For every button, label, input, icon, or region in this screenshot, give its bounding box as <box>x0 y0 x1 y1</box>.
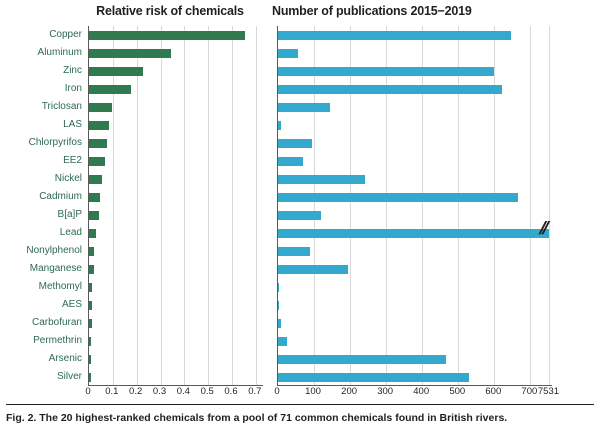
bar <box>89 337 91 346</box>
category-label: Manganese <box>29 263 82 274</box>
category-label: Carbofuran <box>31 317 82 328</box>
category-label: Arsenic <box>48 353 82 364</box>
bar <box>89 211 99 220</box>
right-chart-plot-area <box>277 26 552 386</box>
gridline <box>208 26 209 385</box>
gridline <box>314 26 315 385</box>
axis-tick-label: 0 <box>274 386 280 397</box>
right-panel-title: Number of publications 2015−2019 <box>272 4 472 18</box>
category-label: Copper <box>49 29 82 40</box>
bar <box>89 49 171 58</box>
category-label: Cadmium <box>39 191 82 202</box>
gridline <box>386 26 387 385</box>
bar <box>278 85 502 94</box>
category-label: Zinc <box>63 65 82 76</box>
axis-tick-label: 0 <box>85 386 91 397</box>
category-label: Nickel <box>54 173 82 184</box>
axis-tick-label: 300 <box>377 386 394 397</box>
bar <box>278 121 281 130</box>
left-axis-ticks <box>85 386 263 400</box>
axis-tick-label: 200 <box>341 386 358 397</box>
category-labels <box>0 26 86 386</box>
bar <box>89 139 107 148</box>
gridline <box>422 26 423 385</box>
axis-break-icon: // <box>536 218 550 238</box>
caption-divider <box>6 404 594 405</box>
axis-tick-label: 700 <box>521 386 538 397</box>
category-label: EE2 <box>63 155 82 166</box>
bar <box>89 193 100 202</box>
bar <box>89 31 245 40</box>
gridline <box>458 26 459 385</box>
category-label: LAS <box>63 119 82 130</box>
gridline <box>494 26 495 385</box>
axis-tick-label: 600 <box>485 386 502 397</box>
bar <box>278 31 511 40</box>
axis-tick-label: 0.1 <box>105 386 119 397</box>
figure-caption: Fig. 2. The 20 highest-ranked chemicals from a pool of 71 common chemicals found in British rivers. <box>6 412 508 424</box>
bar <box>89 247 94 256</box>
bar <box>278 67 494 76</box>
bar <box>278 283 279 292</box>
bar <box>278 319 281 328</box>
bar <box>278 247 310 256</box>
axis-tick-label: 0.4 <box>176 386 190 397</box>
axis-tick-label: 0.2 <box>129 386 143 397</box>
gridline <box>549 26 550 385</box>
bar <box>278 265 348 274</box>
bar <box>89 67 143 76</box>
bar <box>89 301 92 310</box>
axis-tick-label: 400 <box>413 386 430 397</box>
category-label: Nonylphenol <box>26 245 82 256</box>
gridline <box>137 26 138 385</box>
gridline <box>232 26 233 385</box>
axis-tick-label: 0.5 <box>200 386 214 397</box>
gridline <box>113 26 114 385</box>
bar <box>89 229 96 238</box>
category-label: Chlorpyrifos <box>28 137 82 148</box>
category-label: AES <box>61 299 82 310</box>
bar <box>89 157 105 166</box>
category-label: Lead <box>59 227 82 238</box>
left-panel-title: Relative risk of chemicals <box>96 4 244 18</box>
category-label: Permethrin <box>33 335 82 346</box>
bar <box>89 103 112 112</box>
bar <box>278 337 287 346</box>
axis-tick-label: 100 <box>305 386 321 397</box>
bar <box>278 301 279 310</box>
category-label: Aluminum <box>37 47 82 58</box>
bar <box>89 121 109 130</box>
bar <box>278 103 330 112</box>
bar <box>278 355 446 364</box>
bar <box>278 211 321 220</box>
bar <box>278 229 549 238</box>
bar <box>89 283 92 292</box>
bar <box>89 265 94 274</box>
axis-tick-label: 0.3 <box>152 386 167 397</box>
bar <box>89 355 91 364</box>
bar <box>278 49 298 58</box>
gridline <box>350 26 351 385</box>
category-label: Iron <box>64 83 82 94</box>
axis-tick-label: 0.6 <box>224 386 238 397</box>
axis-tick-label: 0.7 <box>248 386 262 397</box>
category-label: Triclosan <box>41 101 82 112</box>
axis-tick-label: 7531 <box>537 386 560 397</box>
bar <box>89 175 102 184</box>
category-label: Silver <box>56 371 82 382</box>
bar <box>89 373 91 382</box>
gridline <box>184 26 185 385</box>
bar <box>89 319 92 328</box>
right-axis-ticks <box>274 386 560 400</box>
bar <box>278 157 303 166</box>
category-label: Methomyl <box>38 281 82 292</box>
left-chart-plot-area <box>88 26 263 386</box>
gridline <box>256 26 257 385</box>
bar <box>278 373 469 382</box>
gridline <box>161 26 162 385</box>
bar <box>278 175 365 184</box>
bar <box>278 193 518 202</box>
category-label: B[a]P <box>57 209 82 220</box>
bar <box>89 85 131 94</box>
axis-tick-label: 500 <box>449 386 466 397</box>
bar <box>278 139 312 148</box>
gridline <box>530 26 531 385</box>
